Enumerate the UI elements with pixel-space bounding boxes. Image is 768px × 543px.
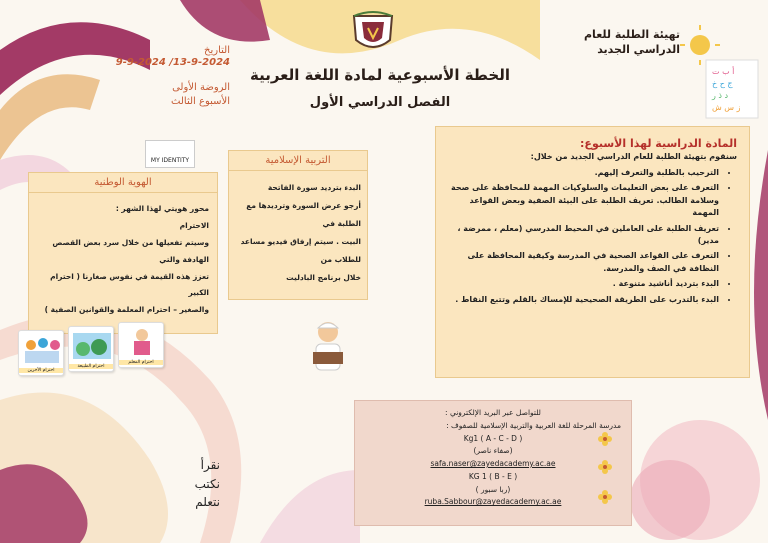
respect-cards	[18, 322, 168, 382]
my-identity-logo	[145, 140, 195, 168]
my-identity-text: MY IDENTITY	[150, 157, 190, 164]
list-item: • التعرف على القواعد الصحية في المدرسة وكيفية المحافظة على النظافة في الصف والمدرسة.	[448, 250, 719, 275]
weekly-subject-list	[448, 167, 737, 306]
weekly-subject-heading: المادة الدراسية لهذا الأسبوع:	[580, 137, 737, 150]
respect-card-caption: احترام المعلم	[119, 360, 163, 365]
contact-name1: (صفاء ناصر)	[473, 446, 513, 456]
svg-text:د ذ ر: د ذ ر	[712, 91, 729, 100]
list-item: • البدء بالتدرب على الطريقة الصحيحية للإمساك بالقلم وتتبع النقاط .	[448, 294, 719, 306]
national-identity-box	[28, 172, 218, 334]
list-item: • تعريف الطلبة على العاملين في المحيط المدرسي (معلم ، ممرضة ، مدير)	[448, 223, 719, 248]
contact-kg2: KG 1 ( B - E )	[468, 471, 518, 481]
teacher-icon	[119, 323, 165, 359]
islamic-education-box	[228, 150, 368, 300]
list-item: • التعرف على بعض التعليمات والسلوكيات المهمة للمحافظة على صحة وسلامة الطالب. تعريف الطلبة على البيئة الصفية وبعض القواعد المهمة	[448, 182, 719, 219]
contact-name2: (ربا سبور )	[475, 484, 511, 494]
kg-label: الروضة الأولى	[172, 82, 230, 93]
flower-icon	[598, 490, 612, 504]
contact-line: مدرسة المرحلة للغة العربية والتربية الإسلامية للصفوف :	[446, 420, 621, 430]
national-line: محور هويتي لهذا الشهر :	[115, 204, 209, 213]
bottom-motto	[170, 456, 220, 512]
top-note: تهيئة الطلبة للعام الدراسي الجديد	[584, 28, 680, 57]
islamic-education-heading: التربية الإسلامية	[229, 151, 367, 171]
respect-card	[118, 322, 164, 368]
contact-line: للتواصل عبر البريد الإلكتروني :	[445, 408, 541, 417]
school-logo	[350, 10, 396, 56]
national-identity-heading: الهوية الوطنية	[29, 173, 217, 193]
svg-text:ز س ش: ز س ش	[712, 103, 741, 112]
motto-word: نتعلم	[195, 495, 220, 510]
weekly-subject-box	[435, 126, 750, 378]
svg-text:ج ح خ: ج ح خ	[712, 79, 733, 88]
contact-kg1: Kg1 ( A - C - D )	[463, 433, 523, 443]
respect-card-caption: احترام الطبيعة	[69, 364, 113, 369]
national-line: وسيتم تفعيلها من خلال سرد بعض القصص الهادفة والتي	[52, 237, 209, 264]
boy-reading-illustration	[305, 318, 351, 374]
page-title: الخطة الأسبوعية لمادة اللغة العربية	[250, 66, 510, 84]
list-item: • البدء بترديد أناشيد متنوعة .	[448, 278, 719, 290]
national-line: الاحترام	[179, 220, 209, 230]
flower-icon	[598, 460, 612, 474]
islamic-line: أرجو عرض السورة وترديدها مع الطلبة في	[246, 201, 361, 228]
motto-word: نكتب	[194, 476, 220, 491]
islamic-line: البيت . سيتم إرفاق فيديو مساعد للطلاب من	[240, 237, 361, 264]
national-line: تعزز هذه القيمة في نفوس صغارنا ( احترام الكبير	[50, 271, 209, 298]
respect-card	[18, 330, 64, 376]
nature-icon	[69, 327, 115, 363]
date-label: التاريخ	[204, 45, 230, 56]
respect-card	[68, 326, 114, 372]
respect-card-caption: احترام الآخرين	[19, 368, 63, 373]
date-value: 9-9-2024 /13-9-2024	[115, 57, 230, 68]
national-line: والصغير – احترام المعلمة والقوانين الصفية )	[44, 305, 209, 315]
svg-text:أ ب ت: أ ب ت	[712, 67, 735, 76]
email-link-1[interactable]: safa.naser@zayedacademy.ac.ae	[430, 459, 556, 468]
people-icon	[19, 331, 65, 367]
page-subtitle: الفصل الدراسي الأول	[309, 95, 451, 110]
motto-word: نقرأ	[200, 458, 220, 472]
weekly-subject-intro: سنقوم بتهيئة الطلبة للعام الدراسي الجديد من خلال:	[530, 152, 737, 161]
islamic-line: البدء بترديد سورة الفاتحة	[267, 183, 361, 192]
flower-icon	[598, 432, 612, 446]
email-link-2[interactable]: ruba.Sabbour@zayedacademy.ac.ae	[424, 497, 562, 507]
islamic-line: خلال برنامج البادليت	[286, 273, 361, 282]
list-item: • الترحيب بالطلبة والتعرف إليهم.	[448, 167, 719, 179]
contact-box	[354, 400, 632, 526]
week-label: الأسبوع الثالث	[171, 96, 230, 107]
